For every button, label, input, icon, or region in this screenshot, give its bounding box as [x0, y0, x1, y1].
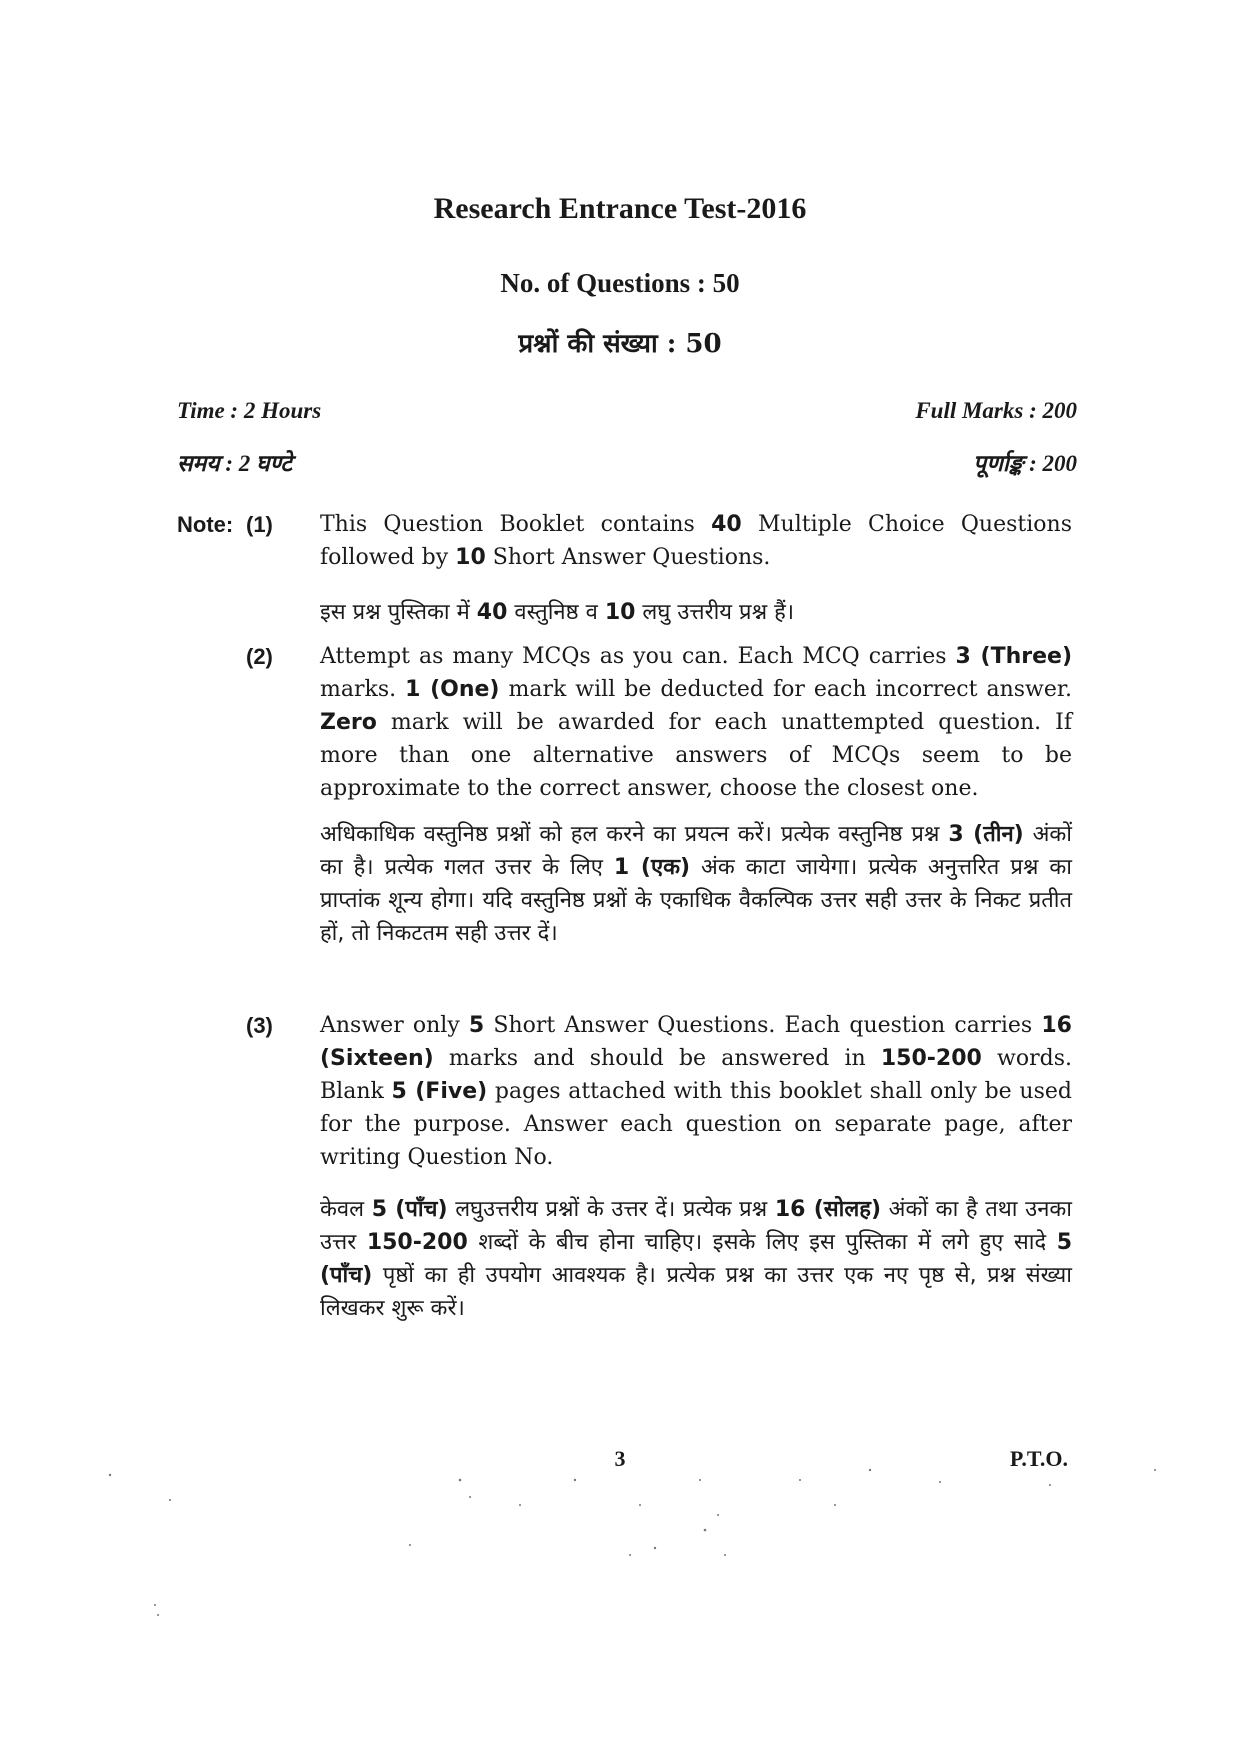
text-run: इस प्रश्न पुस्तिका में	[320, 600, 477, 625]
full-marks-english: Full Marks : 200	[915, 398, 1077, 423]
note-3-number: (3)	[246, 1013, 273, 1038]
text-run: शब्दों के बीच होना चाहिए। इसके लिए इस पुस्तिका में लगे हुए सादे	[467, 1230, 1057, 1255]
question-count-english: No. of Questions : 50	[500, 268, 740, 298]
bold-text-run: 5	[468, 1013, 485, 1038]
text-run: अंक काटा जायेगा। प्रत्येक अनुत्तरित प्रश्न का प्राप्तांक शून्य होगा। यदि वस्तुनिष्ठ प्रश्नों के एकाधिक वैकल्पिक उत्तर सही उत्तर के निकट प्रतीत हों, तो निकटतम सही उत्तर दें।	[320, 855, 1072, 946]
note-label: Note:	[177, 512, 234, 537]
text-run: mark will be awarded for each unattempted question. If more than one alternative answers of MCQs seem to be approximate to the correct answer, choose the closest one.	[320, 710, 1072, 801]
question-count-hindi: प्रश्नों की संख्या : 50	[518, 329, 722, 359]
bold-text-run: 3 (तीन)	[948, 822, 1024, 847]
page-number: 3	[614, 1446, 626, 1471]
time-hindi: समय : 2 घण्टे	[177, 451, 292, 476]
text-run: marks and should be answered in	[433, 1046, 881, 1071]
bold-text-run: 150-200	[880, 1046, 982, 1071]
text-run: marks.	[320, 677, 406, 702]
bold-text-run: 16 (Sixteen)	[320, 1013, 1072, 1071]
text-run: केवल	[320, 1197, 372, 1222]
bold-text-run: 10	[455, 545, 486, 570]
text-run: Multiple Choice Questions followed by	[320, 512, 1072, 570]
bold-text-run: 1 (एक)	[613, 855, 691, 880]
bold-text-run: 3 (Three)	[955, 644, 1073, 669]
text-run: Answer only	[320, 1013, 469, 1038]
bold-text-run: 40	[711, 512, 742, 537]
bold-text-run: 40	[476, 600, 508, 625]
text-run: Attempt as many MCQs as you can. Each MCQ carries	[320, 644, 956, 669]
text-run: पृष्ठों का ही उपयोग आवश्यक है। प्रत्येक प्रश्न का उत्तर एक नए पृष्ठ से, प्रश्न संख्या लिखकर शुरू करें।	[320, 1263, 1072, 1321]
bold-text-run: 10	[604, 600, 636, 625]
bold-text-run: 16 (सोलह)	[774, 1197, 882, 1222]
text-run: mark will be deducted for each incorrect answer.	[499, 677, 1072, 702]
bold-text-run: 5 (Five)	[391, 1079, 488, 1104]
bold-text-run: 5 (पाँच)	[320, 1230, 1072, 1288]
text-run: अधिकाधिक वस्तुनिष्ठ प्रश्नों को हल करने का प्रयत्न करें। प्रत्येक वस्तुनिष्ठ प्रश्न	[320, 822, 949, 847]
bold-text-run: 150-200	[366, 1230, 468, 1255]
text-run: Short Answer Questions. Each question carries	[484, 1013, 1042, 1038]
text-run: लघु उत्तरीय प्रश्न हैं।	[635, 600, 795, 625]
note-1-number: (1)	[246, 512, 273, 537]
text-run: अंकों का है। प्रत्येक गलत उत्तर के लिए	[320, 822, 1072, 880]
note-2-number: (2)	[246, 644, 273, 669]
text-run: This Question Booklet contains	[320, 512, 712, 537]
text-run: words. Blank	[320, 1046, 1073, 1104]
bold-text-run: 5 (पाँच)	[371, 1197, 448, 1222]
text-run: pages attached with this booklet shall only be used for the purpose. Answer each question on separate page, after writing Question No.	[320, 1079, 1072, 1170]
text-run: लघुउत्तरीय प्रश्नों के उत्तर दें। प्रत्येक प्रश्न	[447, 1197, 775, 1222]
text-run: Short Answer Questions.	[485, 545, 771, 570]
text-run: वस्तुनिष्ठ व	[507, 600, 605, 625]
page-title: Research Entrance Test-2016	[433, 192, 807, 225]
bold-text-run: 1 (One)	[405, 677, 500, 702]
bold-text-run: Zero	[320, 710, 377, 735]
please-turn-over: P.T.O.	[1009, 1446, 1068, 1471]
full-marks-hindi: पूर्णाङ्क : 200	[973, 451, 1077, 476]
time-english: Time : 2 Hours	[177, 398, 322, 423]
text-run: अंकों का है तथा उनका उत्तर	[320, 1197, 1072, 1255]
